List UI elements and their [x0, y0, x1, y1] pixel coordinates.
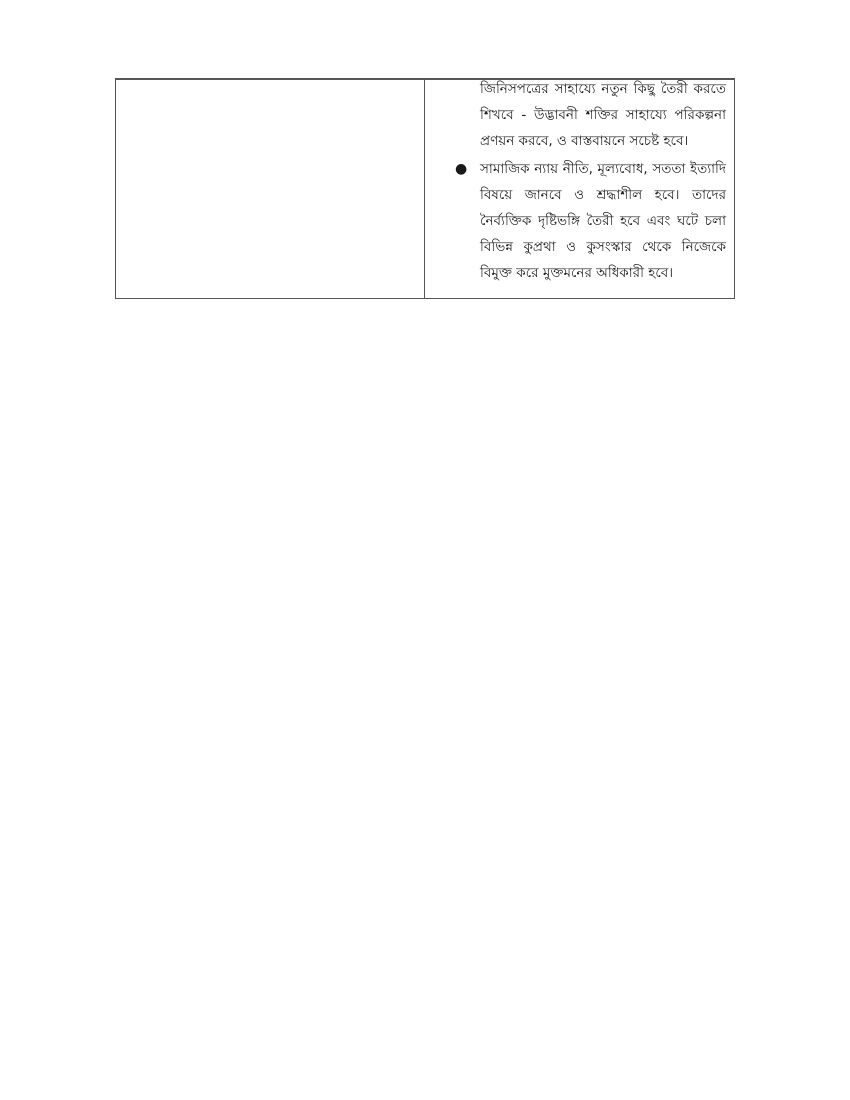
content-table	[115, 78, 735, 299]
list-item	[425, 156, 726, 286]
continued-paragraph: জিনিসপত্রের সাহায্যে নতুন কিছু তৈরী করতে শিখবে - উদ্ভাবনী শক্তির সাহায্যে পরিকল্পনা প্রণয়ন করবে, ও বাস্তবায়নে সচেষ্ট হবে।	[480, 81, 726, 149]
bullet-icon: ●	[455, 161, 468, 177]
bullet-text: সামাজিক ন্যায় নীতি, মূল্যবোধ, সততা ইত্যাদি বিষয়ে জানবে ও শ্রদ্ধাশীল হবে। তাদের নৈর্ব্যক্তিক দৃষ্টিভঙ্গি তৈরী হবে এবং ঘটে চলা বিভিন্ন কুপ্রথা ও কুসংস্কার থেকে নিজেকে বিমুক্ত করে মুক্তমনের অধিকারী হবে।	[480, 161, 726, 281]
table-cell-left	[116, 80, 425, 298]
table-cell-right	[425, 80, 734, 298]
